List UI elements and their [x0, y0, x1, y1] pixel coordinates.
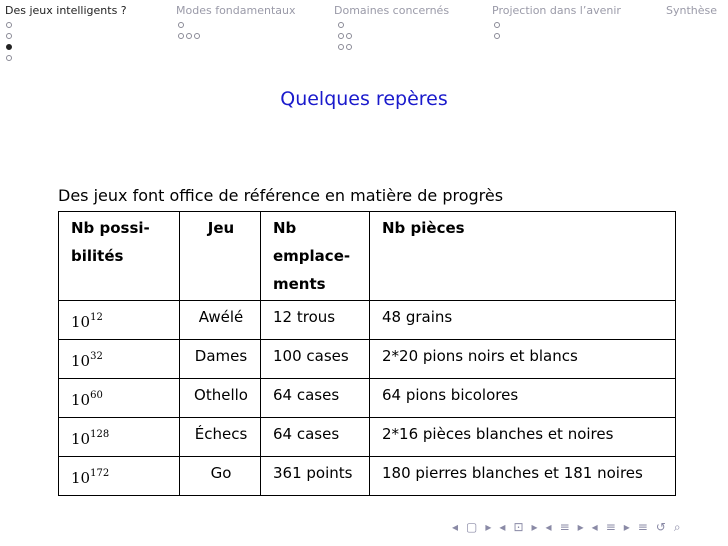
header-nb-emplacements: Nb emplace- ments: [261, 212, 370, 301]
games-table: [58, 211, 676, 496]
nav-section-synthese[interactable]: Synthèse: [666, 4, 718, 17]
jeu-cell: Othello: [180, 379, 261, 418]
slide-dot[interactable]: [178, 33, 184, 39]
emplacements-cell: 361 points: [261, 457, 370, 496]
subsection-icon[interactable]: ≡: [559, 520, 570, 534]
header-nb-pieces: Nb pièces: [370, 212, 676, 301]
possibilites-cell: $10^{32}$: [59, 340, 180, 379]
table-row: [59, 301, 676, 340]
current-slide-dot[interactable]: [6, 44, 12, 50]
next-slide-icon[interactable]: ▸: [531, 520, 538, 534]
pieces-cell: 64 pions bicolores: [370, 379, 676, 418]
pieces-cell: 2*20 pions noirs et blancs: [370, 340, 676, 379]
frame-title: Quelques repères: [280, 88, 448, 110]
nav-section-modes-fondamentaux[interactable]: Modes fondamentaux: [176, 4, 296, 17]
nav-dots-section-2: [178, 19, 200, 41]
emplacements-cell: 12 trous: [261, 301, 370, 340]
frame-icon[interactable]: ▢: [466, 520, 478, 534]
slide-dot[interactable]: [186, 33, 192, 39]
emplacements-cell: 64 cases: [261, 418, 370, 457]
nav-section-domaines-concernes[interactable]: Domaines concernés: [334, 4, 450, 17]
slide-dot[interactable]: [346, 33, 352, 39]
possibilites-cell: $10^{172}$: [59, 457, 180, 496]
jeu-cell: Go: [180, 457, 261, 496]
intro-text: Des jeux font office de référence en matière de progrès: [58, 186, 504, 205]
prev-slide-icon[interactable]: ◂: [499, 520, 506, 534]
slide-icon[interactable]: ⊡: [513, 520, 524, 534]
nav-section-jeux-intelligents[interactable]: Des jeux intelligents ?: [5, 4, 127, 17]
section-icon[interactable]: ≡: [605, 520, 616, 534]
slide-dot[interactable]: [338, 44, 344, 50]
jeu-cell: Awélé: [180, 301, 261, 340]
nav-dots-section-1: [6, 19, 12, 63]
search-icon[interactable]: ⌕: [673, 520, 681, 534]
header-jeu: Jeu: [180, 212, 261, 301]
document-icon[interactable]: ≡: [637, 520, 648, 534]
slide-dot[interactable]: [338, 22, 344, 28]
nav-section-projection-avenir[interactable]: Projection dans l’avenir: [492, 4, 621, 17]
prev-section-icon[interactable]: ◂: [591, 520, 598, 534]
possibilites-cell: $10^{12}$: [59, 301, 180, 340]
slide-dot[interactable]: [178, 22, 184, 28]
table-row: [59, 457, 676, 496]
slide-dot[interactable]: [6, 55, 12, 61]
slide-dot[interactable]: [194, 33, 200, 39]
possibilites-cell: $10^{128}$: [59, 418, 180, 457]
next-subsection-icon[interactable]: ▸: [577, 520, 584, 534]
slide-dot[interactable]: [6, 33, 12, 39]
nav-dots-section-4: [494, 19, 500, 41]
pieces-cell: 2*16 pièces blanches et noires: [370, 418, 676, 457]
pieces-cell: 180 pierres blanches et 181 noires: [370, 457, 676, 496]
slide-dot[interactable]: [6, 22, 12, 28]
back-icon[interactable]: ↺: [655, 520, 666, 534]
jeu-cell: Échecs: [180, 418, 261, 457]
slide-dot[interactable]: [346, 44, 352, 50]
emplacements-cell: 100 cases: [261, 340, 370, 379]
beamer-navigation-symbols: [452, 520, 681, 535]
emplacements-cell: 64 cases: [261, 379, 370, 418]
section-navigation: [0, 0, 728, 68]
slide-dot[interactable]: [494, 33, 500, 39]
possibilites-cell: $10^{60}$: [59, 379, 180, 418]
next-section-icon[interactable]: ▸: [623, 520, 630, 534]
header-nb-possibilites: Nb possi- bilités: [59, 212, 180, 301]
next-frame-icon[interactable]: ▸: [485, 520, 492, 534]
jeu-cell: Dames: [180, 340, 261, 379]
prev-subsection-icon[interactable]: ◂: [545, 520, 552, 534]
table-header-row: [59, 212, 676, 301]
prev-frame-icon[interactable]: ◂: [452, 520, 459, 534]
table-row: [59, 418, 676, 457]
table-row: [59, 340, 676, 379]
slide-dot[interactable]: [494, 22, 500, 28]
slide-dot[interactable]: [338, 33, 344, 39]
table-row: [59, 379, 676, 418]
nav-dots-section-3: [338, 19, 352, 52]
pieces-cell: 48 grains: [370, 301, 676, 340]
